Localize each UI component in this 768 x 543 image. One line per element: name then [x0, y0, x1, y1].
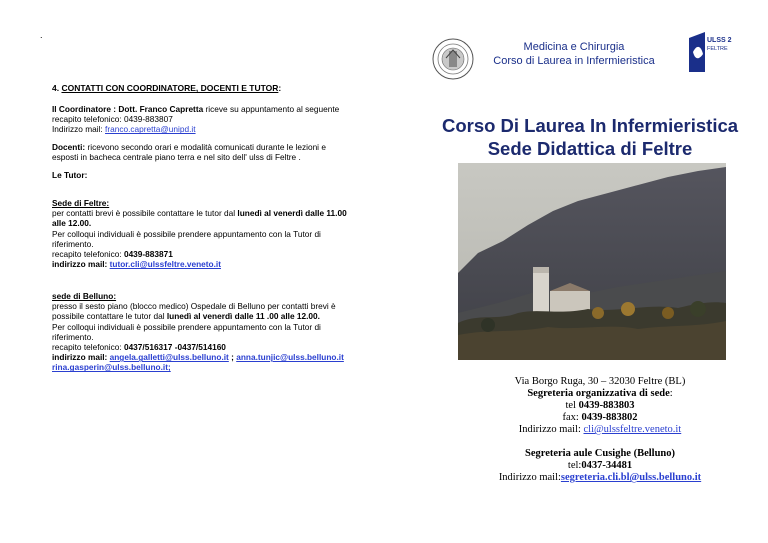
tutor-label-block	[52, 170, 362, 180]
belluno-block	[52, 291, 362, 373]
address-mail-link[interactable]: cli@ulssfeltre.veneto.it	[583, 424, 682, 435]
belluno-line-3: Per colloqui individuali è possibile prendere appuntamento con la Tutor di	[52, 321, 321, 332]
docenti-block	[52, 142, 362, 162]
ulss-logo-icon	[687, 32, 735, 76]
docenti-text: ricevono secondo orari e modalità comunicati durante le lezioni e	[85, 142, 326, 152]
aule-tel-label: tel:	[567, 460, 582, 471]
address-mail-label: Indirizzo mail:	[518, 424, 584, 435]
coordinator-label: Il Coordinatore : Dott. Franco Capretta	[52, 104, 204, 114]
coordinator-mail-link[interactable]: franco.capretta@unipd.it	[105, 124, 196, 135]
belluno-heading: sede di Belluno:	[52, 291, 117, 301]
tel-value: 0439-883803	[578, 400, 635, 411]
tel-label: tel	[565, 400, 579, 411]
section-title: CONTATTI CON COORDINATORE, DOCENTI E TUTOR	[61, 83, 279, 93]
segreteria-colon: :	[669, 388, 673, 399]
feltre-line-4: riferimento.	[52, 238, 94, 249]
belluno-mail-separator: ;	[228, 352, 237, 363]
address-street: Via Borgo Ruga, 30 – 32030 Feltre (BL)	[514, 376, 686, 387]
logo-text-2: FELTRE	[707, 46, 728, 52]
aule-tel-value: 0437-34481	[581, 460, 633, 471]
coordinator-phone: recapito telefonico: 0439-883807	[52, 114, 173, 125]
feltre-heading: Sede di Feltre:	[52, 198, 110, 208]
title-line-2: Sede Didattica di Feltre	[487, 138, 693, 159]
course-name: Corso di Laurea in Infermieristica	[493, 55, 655, 67]
faculty-header	[478, 40, 670, 68]
belluno-mail-link-3[interactable]: rina.gasperin@ulss.belluno.it;	[52, 362, 171, 373]
aule-label: Segreteria aule Cusighe (Belluno)	[524, 448, 675, 459]
belluno-line-4: riferimento.	[52, 331, 94, 342]
logo-text-1: ULSS 2	[707, 37, 732, 44]
feltre-phone-label: recapito telefonico:	[52, 249, 124, 260]
belluno-mail-link-2[interactable]: anna.tunjic@ulss.belluno.it	[236, 352, 344, 363]
belluno-line-1: presso il sesto piano (blocco medico) Ospedale di Belluno per contatti brevi è	[52, 301, 336, 312]
aule-mail-label: Indirizzo mail:	[498, 472, 561, 483]
section-heading: 4. CONTATTI CON COORDINATORE, DOCENTI E TUTOR:	[52, 83, 282, 93]
feltre-line-1: per contatti brevi è possibile contattare le tutor dal	[52, 208, 238, 219]
belluno-phone: 0437/516317 -0437/514160	[123, 342, 226, 353]
feltre-hours: lunedì al venerdì dalle 11.00	[237, 208, 347, 219]
docenti-label: Docenti:	[52, 142, 86, 152]
belluno-line-2: possibile contattare le tutor dal	[52, 311, 167, 322]
feltre-landscape-photo	[458, 163, 726, 360]
page-dot: .	[40, 30, 43, 40]
fax-value: 0439-883802	[581, 412, 638, 423]
docenti-text-2: esposti in bacheca centrale piano terra e nel sito dell' ulss di Feltre .	[52, 152, 301, 163]
feltre-line-3: Per colloqui individuali è possibile prendere appuntamento con la Tutor di	[52, 228, 321, 239]
feltre-line-2: alle 12.00.	[52, 218, 92, 229]
belluno-mail-link-1[interactable]: angela.galletti@ulss.belluno.it	[109, 352, 229, 363]
coordinator-block	[52, 104, 362, 135]
fax-label: fax:	[562, 412, 582, 423]
belluno-hours: lunedì al venerdì dalle 11 .00 alle 12.00.	[166, 311, 320, 322]
feltre-phone: 0439-883871	[123, 249, 173, 260]
feltre-mail-label: indirizzo mail:	[52, 259, 110, 270]
feltre-mail-link[interactable]: tutor.cli@ulssfeltre.veneto.it	[109, 259, 221, 270]
belluno-phone-label: recapito telefonico:	[52, 342, 124, 353]
coordinator-mail-label: Indirizzo mail:	[52, 124, 106, 135]
brochure-title	[420, 114, 760, 160]
section-number: 4.	[52, 83, 60, 93]
aule-mail-link[interactable]: segreteria.cli.bl@ulss.belluno.it	[560, 472, 702, 483]
tutor-label: Le Tutor:	[52, 170, 88, 180]
feltre-block	[52, 198, 362, 269]
coordinator-text: riceve su appuntamento al seguente	[203, 104, 340, 114]
title-line-1: Corso Di Laurea In Infermieristica	[441, 115, 739, 136]
segreteria-label: Segreteria organizzativa di sede	[527, 388, 670, 399]
belluno-mail-label: indirizzo mail:	[52, 352, 110, 363]
university-seal-icon	[432, 38, 474, 80]
faculty-name: Medicina e Chirurgia	[523, 41, 625, 53]
address-block	[440, 376, 760, 484]
